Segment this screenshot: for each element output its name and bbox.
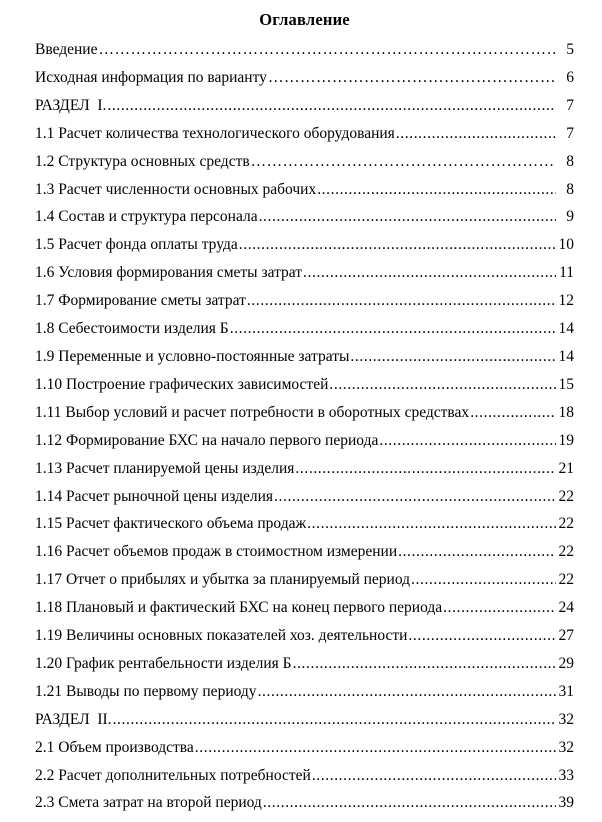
toc-entry-label: 1.21 Выводы по первому периоду [35, 682, 257, 700]
toc-entry-page: 11 [559, 264, 574, 282]
toc-entry-page: 27 [558, 627, 574, 645]
toc-leader-dots [379, 427, 556, 455]
toc-entry-page: 32 [558, 738, 574, 756]
toc-entry [35, 510, 574, 538]
toc-entry [35, 343, 574, 371]
toc-leader-dots [411, 566, 556, 594]
toc-entry-label: 2.1 Объем производства [35, 738, 194, 756]
toc-leader-dots [350, 343, 556, 371]
toc-entry-page: 19 [558, 431, 574, 449]
toc-entry-page: 21 [558, 459, 574, 477]
toc-entry-label: 1.12 Формирование БХС на начало первого периода [35, 431, 379, 449]
toc-leader-dots [303, 259, 556, 287]
toc-entry [35, 789, 574, 817]
toc-entry [35, 427, 574, 455]
toc-leader-dots [443, 594, 556, 622]
toc-entry-label: 1.10 Построение графических зависимостей [35, 375, 329, 393]
toc-entry-page: 18 [558, 403, 574, 421]
toc-entry-page: 39 [558, 794, 574, 812]
toc-entry-label: 1.7 Формирование сметы затрат [35, 292, 246, 310]
toc-entry [35, 120, 574, 148]
toc-entry-label: Исходная информация по варианту [35, 68, 267, 86]
toc-entry-page: 22 [558, 487, 574, 505]
toc-entry-page: 5 [566, 41, 574, 58]
toc-leader-dots [329, 371, 556, 399]
toc-entry-label: 2.2 Расчет дополнительных потребностей [35, 766, 311, 784]
toc-entry [35, 483, 574, 511]
toc-entry [35, 36, 574, 64]
toc-entry-label: 1.18 Плановый и фактический БХС на конец первого периода [35, 599, 443, 617]
toc-leader-dots [470, 399, 556, 427]
toc-entry-label: Введение [35, 41, 98, 58]
toc-entry-label: 1.20 График рентабельности изделия Б [35, 654, 292, 672]
toc-leader-dots [230, 315, 556, 343]
toc-entry-label: 1.14 Расчет рыночной цены изделия [35, 487, 274, 505]
toc-leader-dots [263, 789, 556, 817]
toc-entry-page: 33 [558, 766, 574, 784]
page-title: Оглавление [259, 10, 350, 29]
toc-entry [35, 566, 574, 594]
toc-entry [35, 176, 574, 204]
toc-entry-page: 32 [558, 710, 574, 728]
toc-entry [35, 650, 574, 678]
toc-leader-dots [408, 622, 556, 650]
toc-entry [35, 203, 574, 231]
toc-entry-page: 24 [558, 599, 574, 617]
toc-leader-dots [258, 678, 556, 706]
toc-entry [35, 64, 574, 92]
toc-entry-label: 1.11 Выбор условий и расчет потребности в оборотных средствах [35, 403, 470, 421]
toc-leader-dots [307, 510, 556, 538]
toc-entry [35, 231, 574, 259]
toc-entry-label: 1.8 Себестоимости изделия Б [35, 320, 229, 338]
toc-entry-label: 1.2 Структура основных средств [35, 152, 250, 170]
toc-entry [35, 538, 574, 566]
toc-entry [35, 622, 574, 650]
toc-leader-dots [317, 176, 556, 204]
toc-entry-label: РАЗДЕЛ I. [35, 96, 107, 114]
toc-entry-page: 8 [566, 180, 574, 198]
toc-leader-dots [98, 36, 556, 64]
toc-leader-dots [113, 706, 556, 734]
toc-entry [35, 399, 574, 427]
toc-leader-dots [295, 455, 556, 483]
toc-leader-dots [239, 231, 556, 259]
toc-entry-page: 7 [566, 96, 574, 114]
toc-entry-page: 22 [558, 571, 574, 589]
toc-entry-page: 7 [566, 124, 574, 142]
toc-leader-dots [274, 483, 556, 511]
toc-entry [35, 455, 574, 483]
toc-entry-page: 22 [558, 515, 574, 533]
toc-entry [35, 678, 574, 706]
toc-leader-dots [312, 762, 556, 790]
toc-entry-page: 31 [558, 682, 574, 700]
toc-entry-label: 1.6 Условия формирования сметы затрат [35, 264, 303, 282]
toc-leader-dots [195, 734, 556, 762]
toc-entry-label: 1.15 Расчет фактического объема продаж [35, 515, 307, 533]
toc-entry-label: РАЗДЕЛ II. [35, 710, 112, 728]
toc-entry [35, 148, 574, 176]
toc-entry [35, 594, 574, 622]
toc-entry-page: 8 [566, 152, 574, 170]
toc-leader-dots [396, 120, 556, 148]
toc-entry-page: 22 [558, 543, 574, 561]
toc-entry [35, 259, 574, 287]
toc-entry-label: 1.9 Переменные и условно-постоянные затраты [35, 347, 350, 365]
toc-entry-label: 2.3 Смета затрат на второй период [35, 794, 262, 812]
toc-entry-page: 10 [558, 236, 574, 254]
toc-leader-dots [268, 64, 556, 92]
toc-entry-page: 15 [558, 375, 574, 393]
toc-entry [35, 287, 574, 315]
toc-entry-label: 1.1 Расчет количества технологического оборудования [35, 124, 395, 142]
toc-leader-dots [259, 203, 556, 231]
toc-leader-dots [293, 650, 556, 678]
toc-entry-page: 29 [558, 654, 574, 672]
toc-entry-label: 1.5 Расчет фонда оплаты труда [35, 236, 238, 254]
toc-entry [35, 706, 574, 734]
toc-leader-dots [398, 538, 556, 566]
toc-leader-dots [107, 92, 556, 120]
toc-entry-page: 12 [558, 292, 574, 310]
toc-entry-page: 14 [558, 347, 574, 365]
toc-entry-label: 1.17 Отчет о прибылях и убытка за планируемый период [35, 571, 411, 589]
toc-entry [35, 734, 574, 762]
toc-entry [35, 92, 574, 120]
toc-entry-label: 1.13 Расчет планируемой цены изделия [35, 459, 295, 477]
toc-entry [35, 762, 574, 790]
toc-entry-label: 1.4 Состав и структура персонала [35, 208, 258, 226]
toc-entry-label: 1.16 Расчет объемов продаж в стоимостном измерении [35, 543, 398, 561]
toc-entry-page: 9 [566, 208, 574, 226]
toc-entry [35, 315, 574, 343]
toc-entry [35, 371, 574, 399]
toc-entry-label: 1.19 Величины основных показателей хоз. деятельности [35, 627, 408, 645]
toc-leader-dots [251, 148, 556, 176]
toc-list [35, 36, 574, 817]
toc-entry-label: 1.3 Расчет численности основных рабочих [35, 180, 317, 198]
toc-entry-page: 6 [566, 68, 574, 86]
toc-leader-dots [247, 287, 556, 315]
toc-entry-page: 14 [558, 320, 574, 338]
